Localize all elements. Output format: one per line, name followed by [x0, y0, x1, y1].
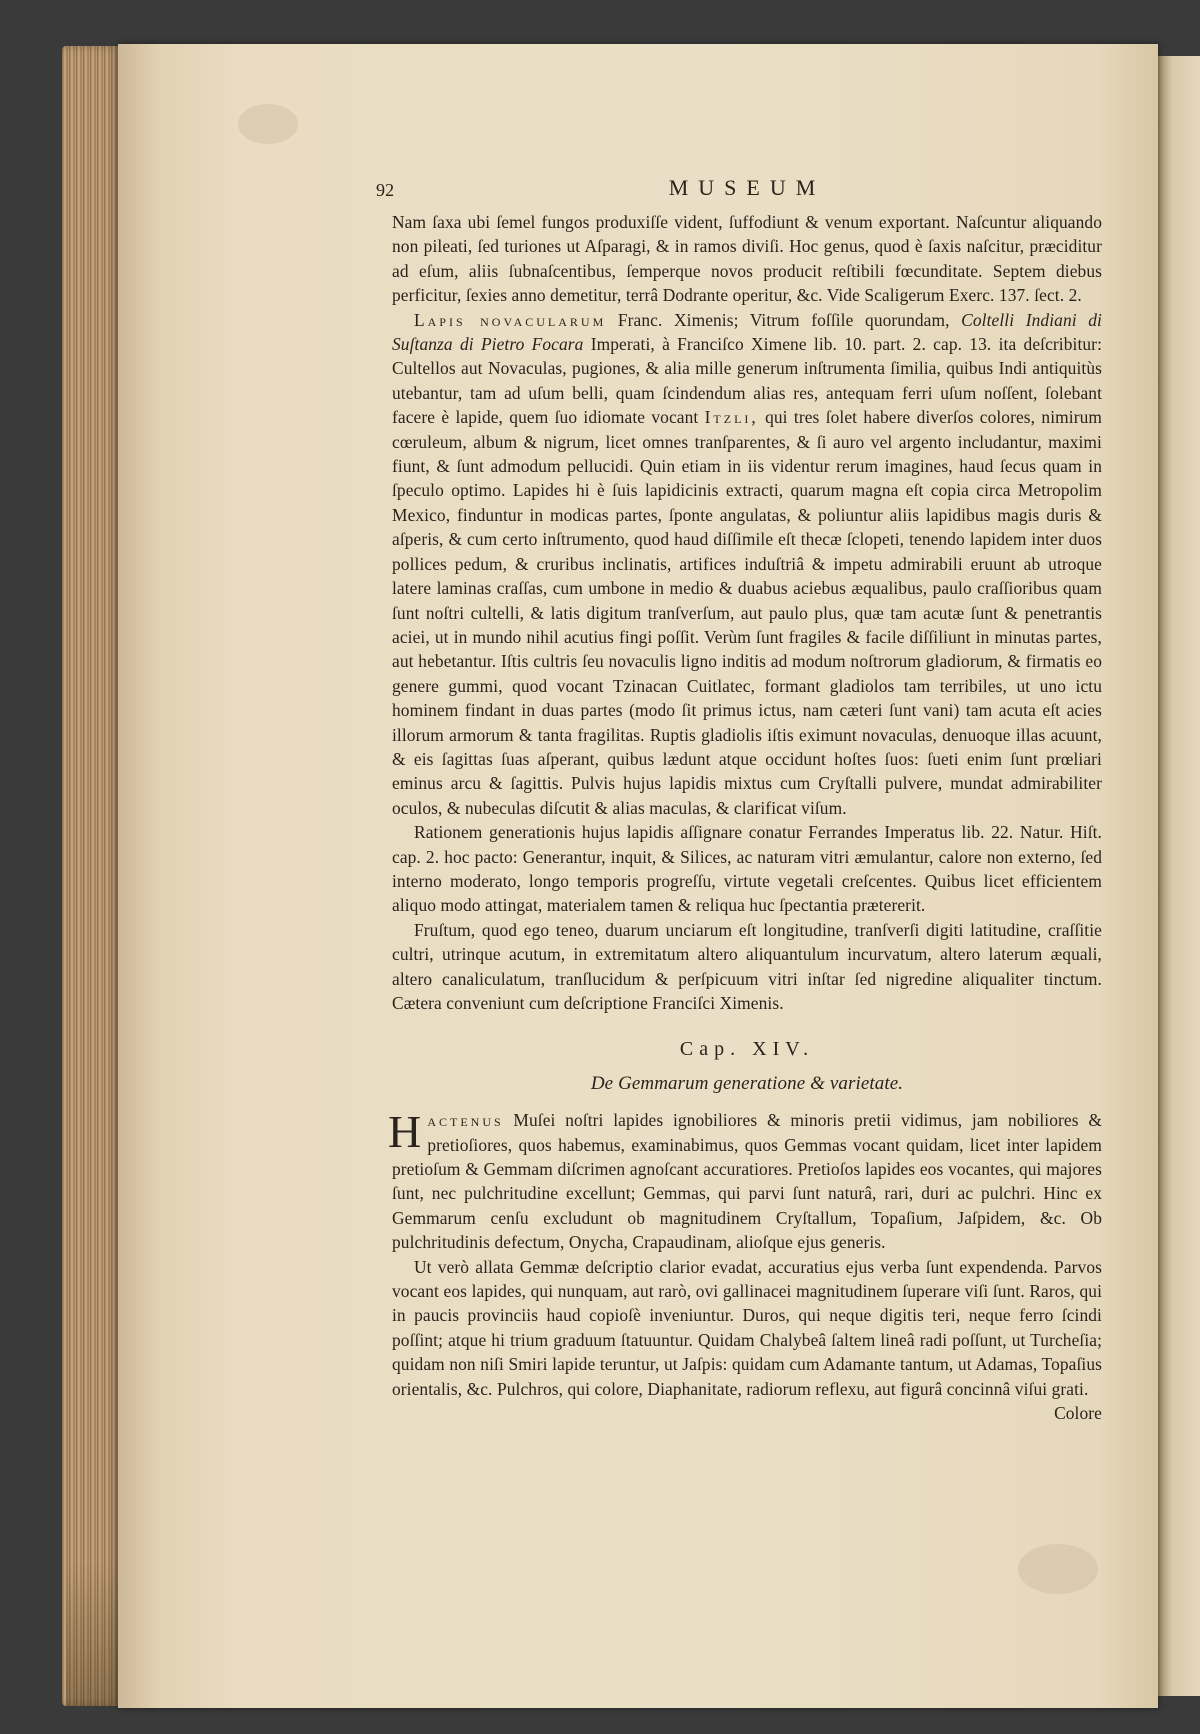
lapis-heading: Lapis novacularum — [414, 309, 607, 330]
text-block — [376, 175, 1103, 1426]
italic-title: Coltelli Indiani di Suſtanza di Pietro Focara — [392, 309, 1102, 355]
page-edges-shadow — [66, 1560, 126, 1706]
chapter-title: De Gemmarum generatione & varietate. — [590, 1072, 904, 1094]
paper-stain — [1018, 1544, 1098, 1594]
facing-page — [1158, 56, 1200, 1696]
running-head — [376, 175, 1102, 210]
lapis-intro: Franc. Ximenis; Vitrum foſſile quorundam, — [617, 309, 950, 330]
paragraph: Fruſtum, quod ego teneo, duarum unciarum eſt longitudine, tranſverſi digiti latitudine, craſſitie cultri, utrinque acutum, in extremitatum altero aliquantulum incurvatum, altero laterum æquali, altero canaliculatum, tranſlucidum & perſpicuum vitri inſtar ſed nigredine aliqualiter tinctum. Cætera conveniunt cum deſcriptione Franciſci Ximenis. — [392, 919, 1102, 1013]
itzli-word: Itzli, — [704, 407, 759, 428]
lapis-body-continued: qui tres ſolet habere diverſos colores, nimirum cœruleum, album & nigrum, licet omnes tranſparentes, & ſi auro vel argento includantur, maximi fiunt, & ſunt admodum pellucidi. Quin etiam in iis videntur rerum imagines, haud ſecus quam in ſpeculo optimo. Lapides hi è ſuis lapidicinis extracti, quarum magna eſt copia circa Metropolim Mexico, finduntur in modicas partes, ſponte angulatas, & poliuntur aliis lapidibus magis duris & aſperis, & cum certo inſtrumento, quod haud diſſimile eſt thecæ ſclopeti, tenendo lapidem inter duos pollices pedum, & cruribus inclinatis, artifices induſtriâ & impetu admirabili eruunt ab utroque latere laminas craſſas, cum umbone in medio & duabus aciebus æqualibus, paulo craſſioribus quam ſunt noſtri cultelli, & latis digitum tranſverſum, aut paulo plus, quæ tam acutæ ſunt & penetrantis aciei, ut in mundo nihil acutius fingi poſſit. Verùm ſunt fragiles & facile diſſiliunt in minutas partes, aut hebetantur. Iſtis cultris ſeu novaculis ligno inditis ad modum noſtrorum gladiorum, & firmatis eo genere gummi, quod vocant Tzinacan Cuitlatec, formant gladiolos tam terribiles, ut uno ictu hominem findant in duas partes (modo ſit primus ictus, nam cæteri ſunt vani) tam acuta eſt acies illorum armorum & tanta fragilitas. Ruptis gladiolis iſtis eximunt novaculas, denuoque illas acuunt, & eis ſagittas ſuas aſperant, quibus lædunt atque occidunt hoſtes ſuos: ſueti enim ſunt prœliari eminus arcu & ſagittis. Pulvis hujus lapidis mixtus cum Cryſtalli pulvere, mundat admirabiliter oculos, & nubeculas diſcutit & alias maculas, & clarificat viſum. — [392, 407, 1103, 818]
paper-stain — [238, 104, 298, 144]
opening-word: actenus — [427, 1110, 504, 1131]
paragraph-lapis — [392, 308, 1102, 821]
chapter-paragraph-body: Muſei noſtri lapides ignobiliores & minoris pretii vidimus, jam nobiliores & pretioſiores, quos habemus, examinabimus, quos Gemmas vocant quidam, licet inter lapidem pretioſum & Gemmam diſcrimen agnoſcant accuratiores. Pretioſos lapides eos vocantes, qui majores ſunt, nec pulchritudine excellunt; Gemmas, qui parvi ſunt naturâ, rari, duri ac pulchri. Hinc ex Gemmarum cenſu excludunt ob magnitudinem Cryſtallum, Topaſium, Jaſpidem, &c. Ob pulchritudinis defectum, Onycha, Crapaudinam, alioſque ejus generis. — [392, 1110, 1102, 1253]
drop-cap: H — [388, 1106, 422, 1158]
running-title: MUSEUM — [668, 175, 826, 200]
catchword: Colore — [1054, 1403, 1102, 1424]
paragraph: Nam ſaxa ubi ſemel fungos produxiſſe vident, ſuffodiunt & venum exportant. Naſcuntur aliquando non pileati, ſed turiones ut Aſparagi, & in ramos diviſi. Hoc genus, quod è ſaxis naſcitur, præciditur ad eſum, aliis ſubnaſcentibus, ſemperque novos producit reſtibili fœcunditate. Septem diebus perficitur, ſexies anno demetitur, terrâ Dodrante operitur, &c. Vide Scaligerum Exerc. 137. ſect. 2. — [392, 212, 1102, 306]
lapis-body: Imperati, à Franciſco Ximene lib. 10. part. 2. cap. 13. ita deſcribitur: Cultellos aut Novaculas, pugiones, & alia mille generum inſtrumenta ſimilia, quibus Indi antiquitùs utebantur, tam ad uſum belli, quam ſcindendum alias res, antequam ferri uſum noſſent, ſolebant facere è lapide, quem ſuo idiomate vocant — [392, 334, 1103, 428]
page-edges — [62, 46, 122, 1706]
chapter-paragraph — [388, 1106, 1102, 1254]
page-number: 92 — [376, 180, 395, 200]
chapter-paragraph: Ut verò allata Gemmæ deſcriptio clarior evadat, accuratius ejus verba ſunt expendenda. Parvos vocant eos lapides, qui nunquam, aut rarò, ovi gallinacei magnitudinem ſuperare viſi ſunt. Raros, qui in paucis provinciis haud copioſè inveniuntur. Duros, qui neque digitis teri, neque ferro ſcindi poſſint; atque hi trium graduum ſtatuuntur. Quidam Chalybeâ ſaltem lineâ radi poſſunt, ut Turcheſia; quidam non niſi Smiri lapide teruntur, ut Jaſpis: quidam cum Adamante tantum, ut Adamas, Topaſius orientalis, &c. Pulchros, qui colore, Diaphanitate, radiorum reflexu, aut figurâ concinnâ viſui grati. — [392, 1256, 1102, 1399]
paragraph: Rationem generationis hujus lapidis aſſignare conatur Ferrandes Imperatus lib. 22. Natur. Hiſt. cap. 2. hoc pacto: Generantur, inquit, & Silices, ac naturam vitri æmulantur, calore non externo, ſed interno moderato, longo temporis progreſſu, virtute vegetali creſcentes. Quibus licet efficientem aliquo modo attingat, materialem tamen & reliqua huc ſpectantia prætererit. — [392, 822, 1102, 916]
chapter-number: Cap. XIV. — [679, 1038, 815, 1061]
